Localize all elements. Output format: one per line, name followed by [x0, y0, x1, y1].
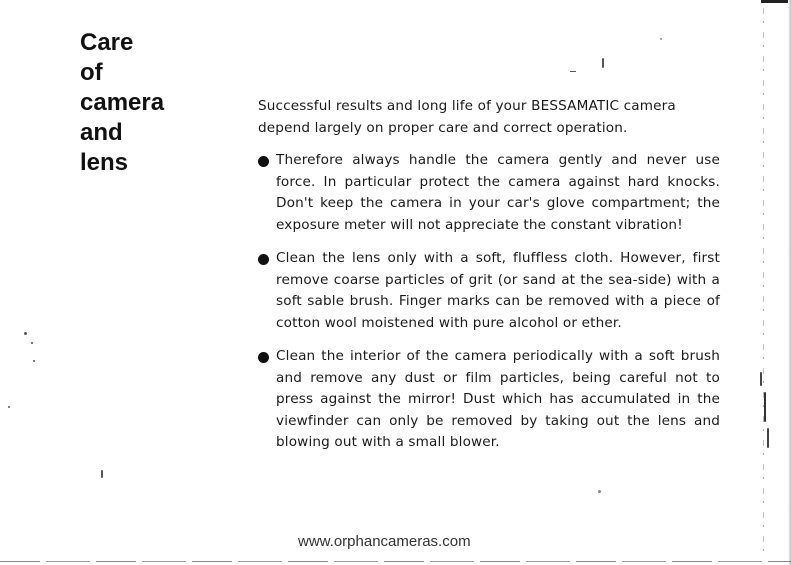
scan-speck [33, 360, 35, 362]
scan-speck [101, 470, 103, 478]
care-list-item-text: Clean the lens only with a soft, fluffless cloth. However, first remove coarse particles of grit (or sand at the sea-side) with a soft sable brush. Finger marks can be removed with a piece of cotton wool moistened with pure alcohol or ether. [276, 250, 720, 331]
bullet-icon [258, 156, 269, 167]
scan-speck [760, 372, 762, 386]
section-title [80, 28, 210, 178]
scan-speck [31, 342, 33, 344]
care-instructions [258, 96, 720, 466]
bullet-icon [258, 352, 269, 363]
care-list-item [258, 248, 720, 334]
care-list-item-text: Therefore always handle the camera gently and never use force. In particular protect the camera against hard knocks. Don't keep the camera in your car's glove compartment; the exposure meter will not appreciate the constant vibration! [276, 152, 720, 233]
source-url: www.orphancameras.com [298, 533, 471, 550]
care-list-item-text: Clean the interior of the camera periodically with a soft brush and remove any dust or film particles, being careful not to press against the mirror! Dust which has accumulated in the viewfinder can only be removed by taking out the lens and blowing out with a small blower. [276, 348, 720, 450]
scan-gutter-line [763, 8, 764, 558]
bullet-icon [258, 254, 269, 265]
care-list-item [258, 150, 720, 236]
scan-speck [24, 332, 27, 335]
section-title-line: camera [80, 89, 165, 116]
scan-speck [764, 392, 766, 422]
scan-edge-mark [761, 0, 791, 3]
scan-speck [598, 490, 601, 493]
scan-speck [8, 406, 10, 408]
scan-speck [767, 428, 769, 448]
section-title-line: and [80, 119, 123, 146]
scan-bottom-edge [0, 561, 791, 562]
section-title-line: Care [80, 29, 134, 56]
intro-paragraph: Successful results and long life of your BESSAMATIC camera depend largely on proper care and correct operation. [258, 98, 676, 136]
care-list-item [258, 346, 720, 454]
scan-speck [602, 58, 604, 68]
section-title-line: of [80, 59, 103, 86]
care-list [258, 150, 720, 454]
scan-speck [660, 38, 662, 40]
section-title-line: lens [80, 149, 129, 176]
scan-speck [570, 71, 576, 72]
